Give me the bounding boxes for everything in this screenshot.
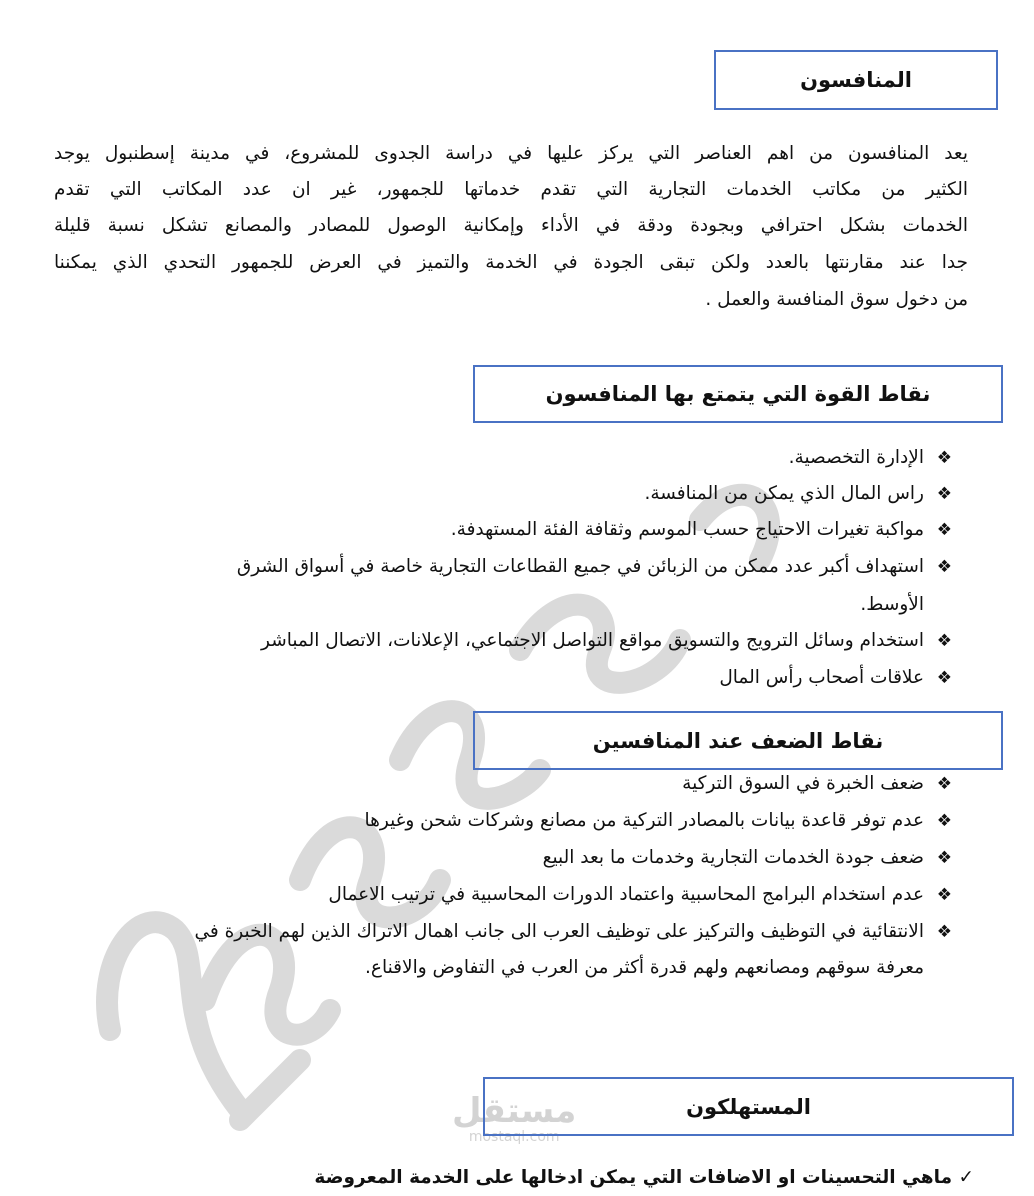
competitors-heading-box bbox=[714, 50, 998, 110]
logo-arabic: مستقل bbox=[452, 1091, 577, 1131]
logo-english: mostaql.com bbox=[468, 1129, 560, 1145]
bullet-diamond-icon: ❖ bbox=[936, 448, 952, 468]
list-item: ❖ عدم استخدام البرامج المحاسبية واعتماد الدورات المحاسبية في ترتيب الاعمال bbox=[328, 877, 924, 913]
bullet-diamond-icon: ❖ bbox=[936, 774, 952, 794]
list-item: ❖ عدم توفر قاعدة بيانات بالمصادر التركية من مصانع وشركات شحن وغيرها bbox=[365, 803, 925, 839]
bullet-diamond-icon: ❖ bbox=[936, 922, 952, 942]
list-item: ❖ ضعف الخبرة في السوق التركية bbox=[682, 766, 924, 802]
paragraph-line: الخدمات بشكل احترافي وبجودة ودقة في الأداء وإمكانية الوصول للمصادر والمصانع تشكل نسبة قليلة bbox=[54, 215, 968, 236]
list-item: ❖ علاقات أصحاب رأس المال bbox=[719, 660, 924, 696]
consumers-question: ✓ ماهي التحسينات او الاضافات التي يمكن ادخالها على الخدمة المعروضة bbox=[314, 1167, 974, 1188]
list-item: ❖ الإدارة التخصصية. bbox=[789, 440, 924, 476]
paragraph-line: يعد المنافسون من اهم العناصر التي يركز عليها في دراسة الجدوى للمشروع، في مدينة إسطنبول يوجد bbox=[54, 143, 968, 164]
list-item: ❖ ضعف جودة الخدمات التجارية وخدمات ما بعد البيع bbox=[543, 840, 924, 876]
bullet-diamond-icon: ❖ bbox=[936, 668, 952, 688]
consumers-heading: المستهلكون bbox=[686, 1094, 811, 1119]
list-item: ❖ مواكبة تغيرات الاحتياج حسب الموسم وثقافة الفئة المستهدفة. bbox=[451, 512, 924, 548]
competitors-heading: المنافسون bbox=[800, 68, 912, 92]
checkmark-icon: ✓ bbox=[958, 1167, 974, 1188]
list-item: ❖ استهداف أكبر عدد ممكن من الزبائن في جميع القطاعات التجارية خاصة في أسواق الشرق bbox=[237, 549, 924, 585]
strengths-heading: نقاط القوة التي يتمتع بها المنافسون bbox=[545, 382, 931, 406]
bullet-diamond-icon: ❖ bbox=[936, 848, 952, 868]
consumers-heading-box bbox=[483, 1077, 1014, 1136]
bullet-diamond-icon: ❖ bbox=[936, 557, 952, 577]
list-item-continuation: الأوسط. bbox=[860, 594, 924, 615]
bullet-diamond-icon: ❖ bbox=[936, 811, 952, 831]
bullet-diamond-icon: ❖ bbox=[936, 520, 952, 540]
list-item-continuation: معرفة سوقهم ومصانعهم ولهم قدرة أكثر من العرب في التفاوض والاقناع. bbox=[365, 957, 924, 978]
bullet-diamond-icon: ❖ bbox=[936, 484, 952, 504]
bullet-diamond-icon: ❖ bbox=[936, 631, 952, 651]
weaknesses-heading: نقاط الضعف عند المنافسين bbox=[592, 728, 884, 753]
list-item: ❖ راس المال الذي يمكن من المنافسة. bbox=[644, 476, 924, 512]
paragraph-line: الكثير من مكاتب الخدمات التجارية التي تقدم خدماتها للجمهور، غير ان عدد المكاتب التي تقدم bbox=[54, 179, 968, 200]
list-item: ❖ الانتقائية في التوظيف والتركيز على توظيف العرب الى جانب اهمال الاتراك الذين لهم الخبرة في bbox=[194, 914, 924, 950]
paragraph-line: جدا عند مقارنتها بالعدد ولكن تبقى الجودة في الخدمة والتميز في العرض للجمهور التحدي الذي يمكننا bbox=[54, 252, 968, 273]
bullet-diamond-icon: ❖ bbox=[936, 885, 952, 905]
weaknesses-heading-box bbox=[473, 711, 1003, 770]
strengths-heading-box bbox=[473, 365, 1003, 423]
paragraph-line: من دخول سوق المنافسة والعمل . bbox=[705, 289, 968, 310]
list-item: ❖ استخدام وسائل الترويج والتسويق مواقع التواصل الاجتماعي، الإعلانات، الاتصال المباشر bbox=[261, 623, 924, 659]
